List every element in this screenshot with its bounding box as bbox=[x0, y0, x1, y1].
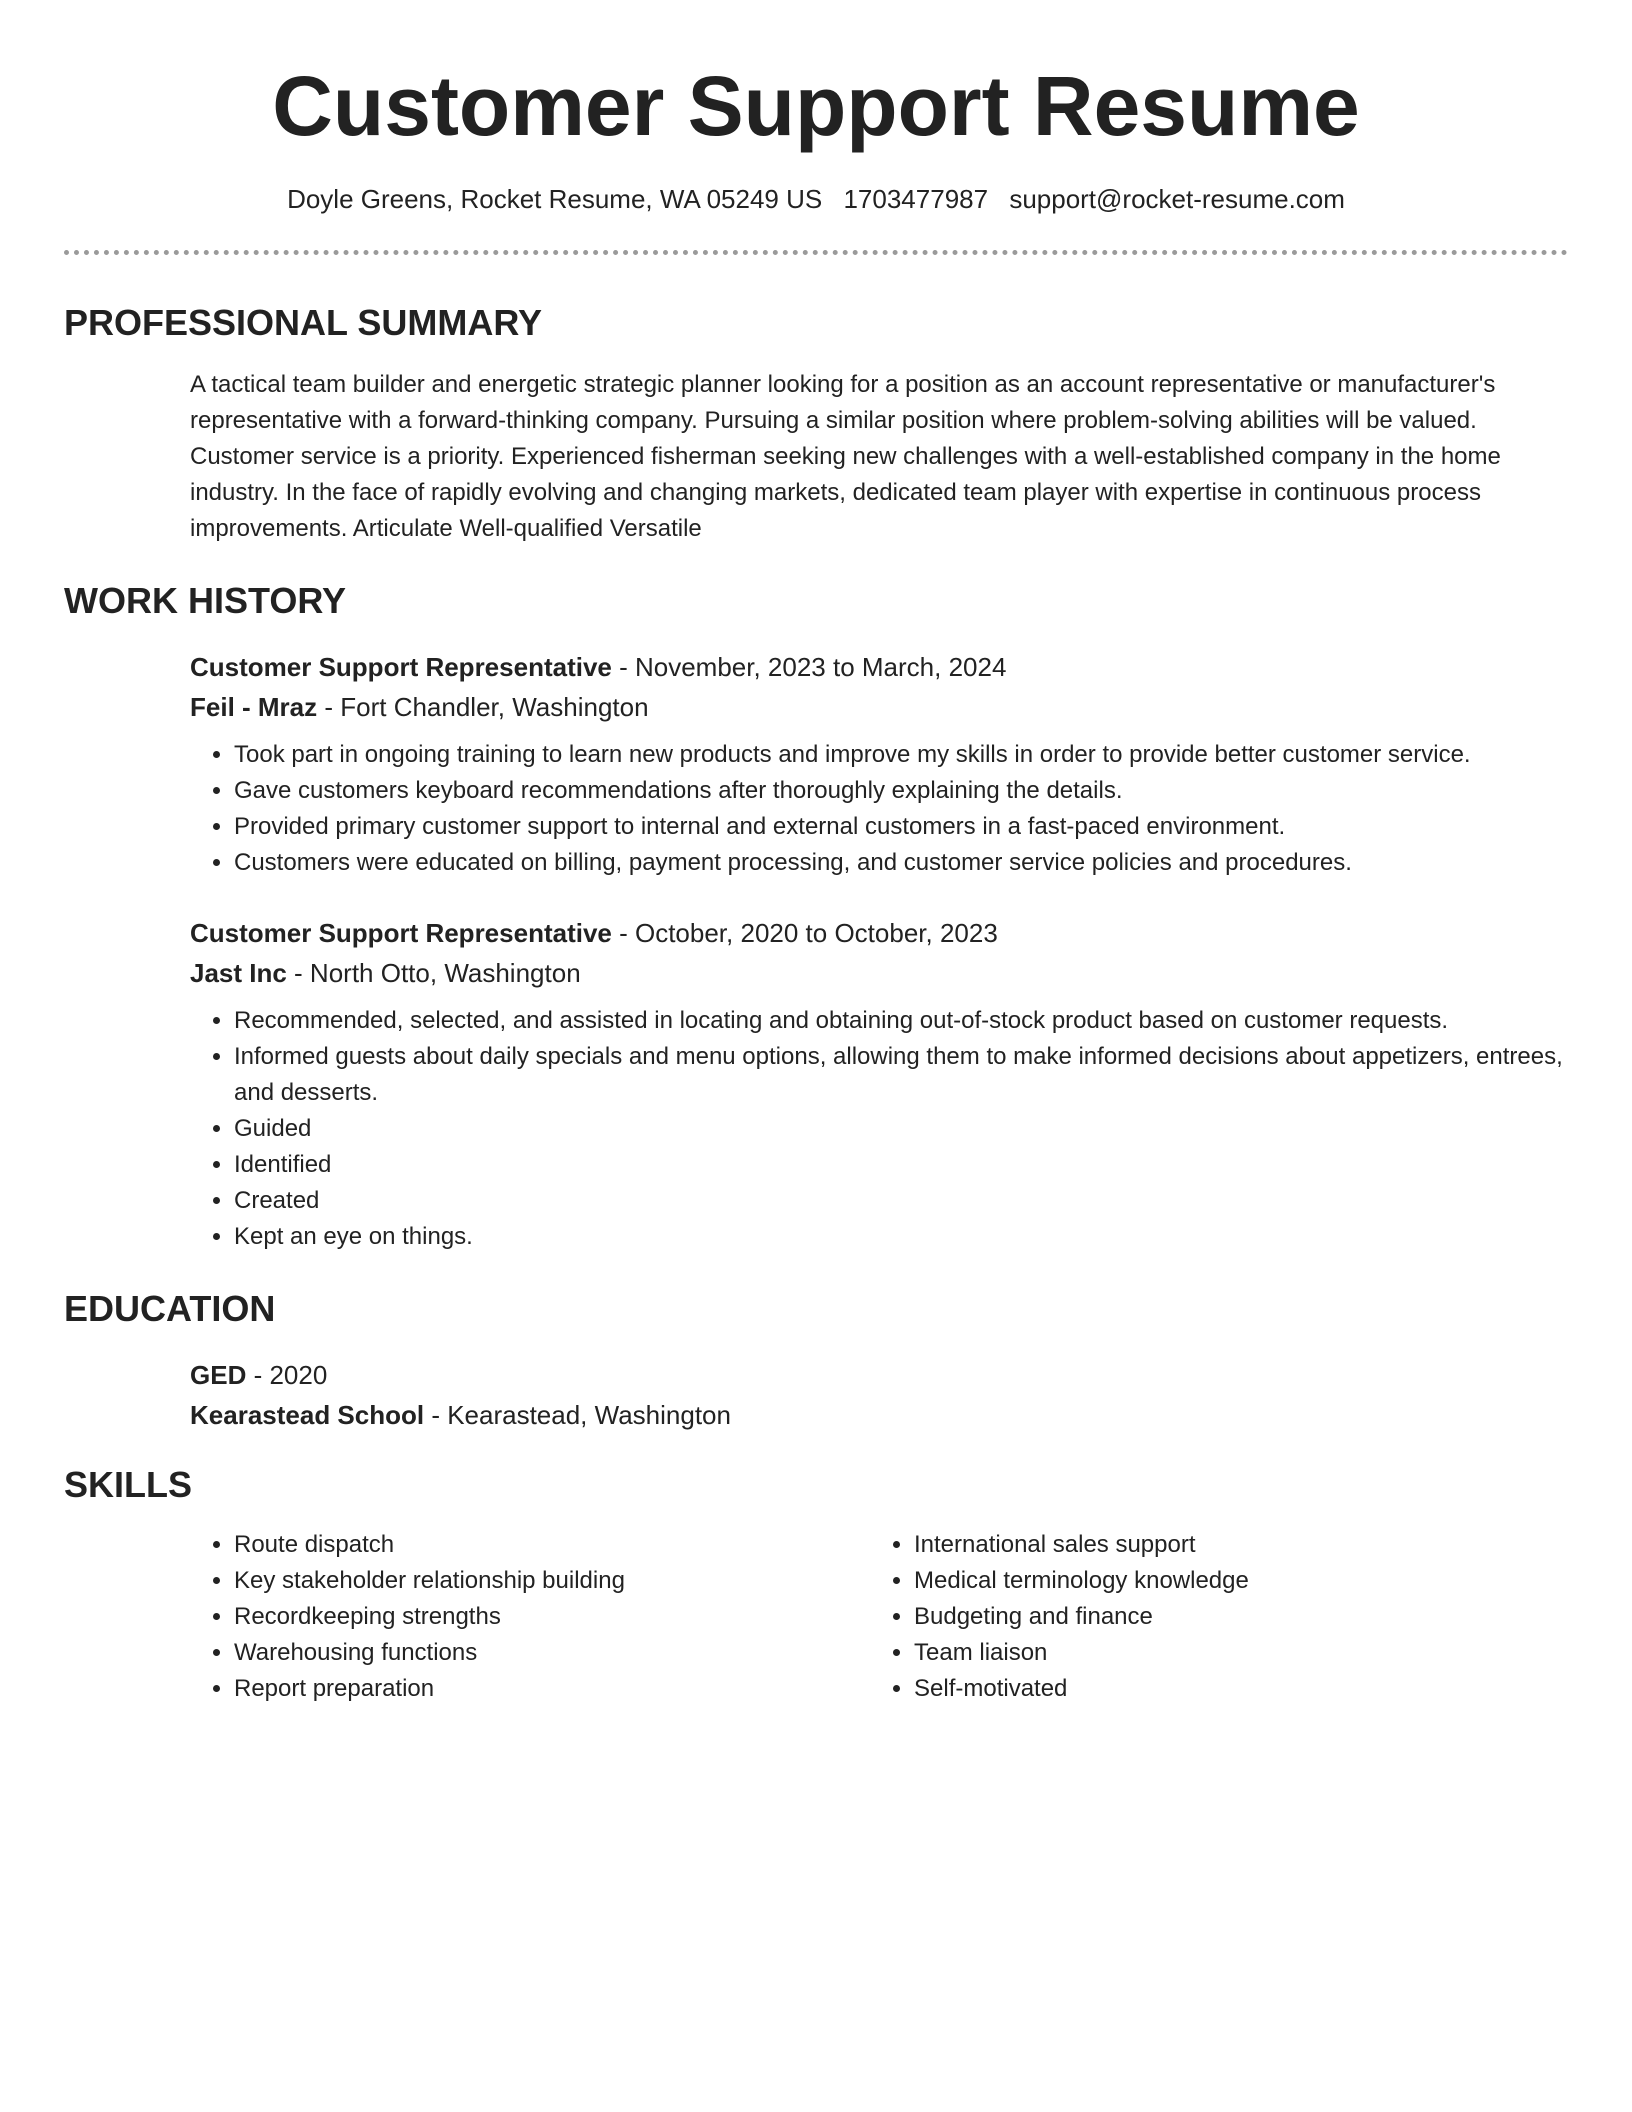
job-company-line bbox=[190, 953, 1568, 993]
job-bullet: • Created bbox=[234, 1183, 1568, 1219]
job-entry bbox=[190, 913, 1568, 1255]
job-title-line bbox=[190, 647, 1568, 687]
job-company-line bbox=[190, 687, 1568, 727]
skills-column-left bbox=[190, 1527, 870, 1707]
skill-item: • Team liaison bbox=[914, 1635, 1550, 1671]
contact-email: support@rocket-resume.com bbox=[1009, 184, 1345, 214]
skill-item: • Budgeting and finance bbox=[914, 1599, 1550, 1635]
job-entry bbox=[190, 647, 1568, 881]
degree-year: - 2020 bbox=[246, 1360, 328, 1390]
resume-title: Customer Support Resume bbox=[272, 59, 1360, 153]
work-history-heading: WORK HISTORY bbox=[64, 580, 347, 621]
skill-item: • Medical terminology knowledge bbox=[914, 1563, 1550, 1599]
skills-column-right bbox=[870, 1527, 1550, 1707]
job-title: Customer Support Representative bbox=[190, 918, 612, 948]
skills-heading: SKILLS bbox=[64, 1464, 193, 1505]
job-bullet: • Gave customers keyboard recommendations after thoroughly explaining the details. bbox=[234, 773, 1568, 809]
skill-item: • International sales support bbox=[914, 1527, 1550, 1563]
job-dates: - October, 2020 to October, 2023 bbox=[611, 918, 998, 948]
job-bullet: • Kept an eye on things. bbox=[234, 1219, 1568, 1255]
contact-address: Doyle Greens, Rocket Resume, WA 05249 US bbox=[287, 184, 823, 214]
job-bullet: • Identified bbox=[234, 1147, 1568, 1183]
skill-item: • Self-motivated bbox=[914, 1671, 1550, 1707]
skill-item: • Warehousing functions bbox=[234, 1635, 870, 1671]
skill-item: • Recordkeeping strengths bbox=[234, 1599, 870, 1635]
contact-phone: 1703477987 bbox=[843, 184, 989, 214]
job-bullet: • Provided primary customer support to internal and external customers in a fast-paced environment. bbox=[234, 809, 1568, 845]
school-line bbox=[190, 1395, 1568, 1435]
degree-line bbox=[190, 1355, 1568, 1395]
job-location: - North Otto, Washington bbox=[286, 958, 581, 988]
skill-item: • Report preparation bbox=[234, 1671, 870, 1707]
job-company: Jast Inc bbox=[190, 958, 287, 988]
school-name: Kearastead School bbox=[190, 1400, 425, 1430]
job-bullet: • Informed guests about daily specials and menu options, allowing them to make informed decisions about appetizers, entrees, and desserts. bbox=[234, 1039, 1568, 1111]
education-heading: EDUCATION bbox=[64, 1288, 276, 1329]
contact-info bbox=[64, 182, 1568, 216]
job-bullet: • Guided bbox=[234, 1111, 1568, 1147]
school-location: - Kearastead, Washington bbox=[424, 1400, 731, 1430]
degree: GED bbox=[190, 1360, 247, 1390]
work-history-section bbox=[190, 647, 1568, 1255]
job-company: Feil - Mraz bbox=[190, 692, 318, 722]
job-title: Customer Support Representative bbox=[190, 652, 612, 682]
job-location: - Fort Chandler, Washington bbox=[317, 692, 649, 722]
job-dates: - November, 2023 to March, 2024 bbox=[611, 652, 1007, 682]
skills-list bbox=[870, 1527, 1550, 1707]
skill-item: • Route dispatch bbox=[234, 1527, 870, 1563]
summary-section bbox=[190, 367, 1568, 547]
skill-item: • Key stakeholder relationship building bbox=[234, 1563, 870, 1599]
job-bullets bbox=[190, 1003, 1568, 1255]
header-divider bbox=[64, 250, 1568, 255]
job-title-line bbox=[190, 913, 1568, 953]
job-bullet: • Customers were educated on billing, payment processing, and customer service policies and procedures. bbox=[234, 845, 1568, 881]
job-bullets bbox=[190, 737, 1568, 881]
job-bullet: • Recommended, selected, and assisted in locating and obtaining out-of-stock product based on customer requests. bbox=[234, 1003, 1568, 1039]
education-entry bbox=[190, 1355, 1568, 1435]
job-bullet: • Took part in ongoing training to learn new products and improve my skills in order to provide better customer service. bbox=[234, 737, 1568, 773]
summary-heading: PROFESSIONAL SUMMARY bbox=[64, 302, 543, 343]
education-section bbox=[190, 1355, 1568, 1435]
skills-list bbox=[190, 1527, 870, 1707]
skills-section bbox=[190, 1527, 1568, 1707]
summary-text: A tactical team builder and energetic strategic planner looking for a position as an account representative or manufacturer's representative with a forward-thinking company. Pursuing a similar position where problem-solving abilities will be valued. Customer service is a priority. Experienced fisherman seeking new challenges with a well-established company in the home industry. In the face of rapidly evolving and changing markets, dedicated team player with expertise in continuous process improvements. Articulate Well-qualified Versatile bbox=[190, 371, 1501, 542]
skills-grid bbox=[190, 1527, 1568, 1707]
